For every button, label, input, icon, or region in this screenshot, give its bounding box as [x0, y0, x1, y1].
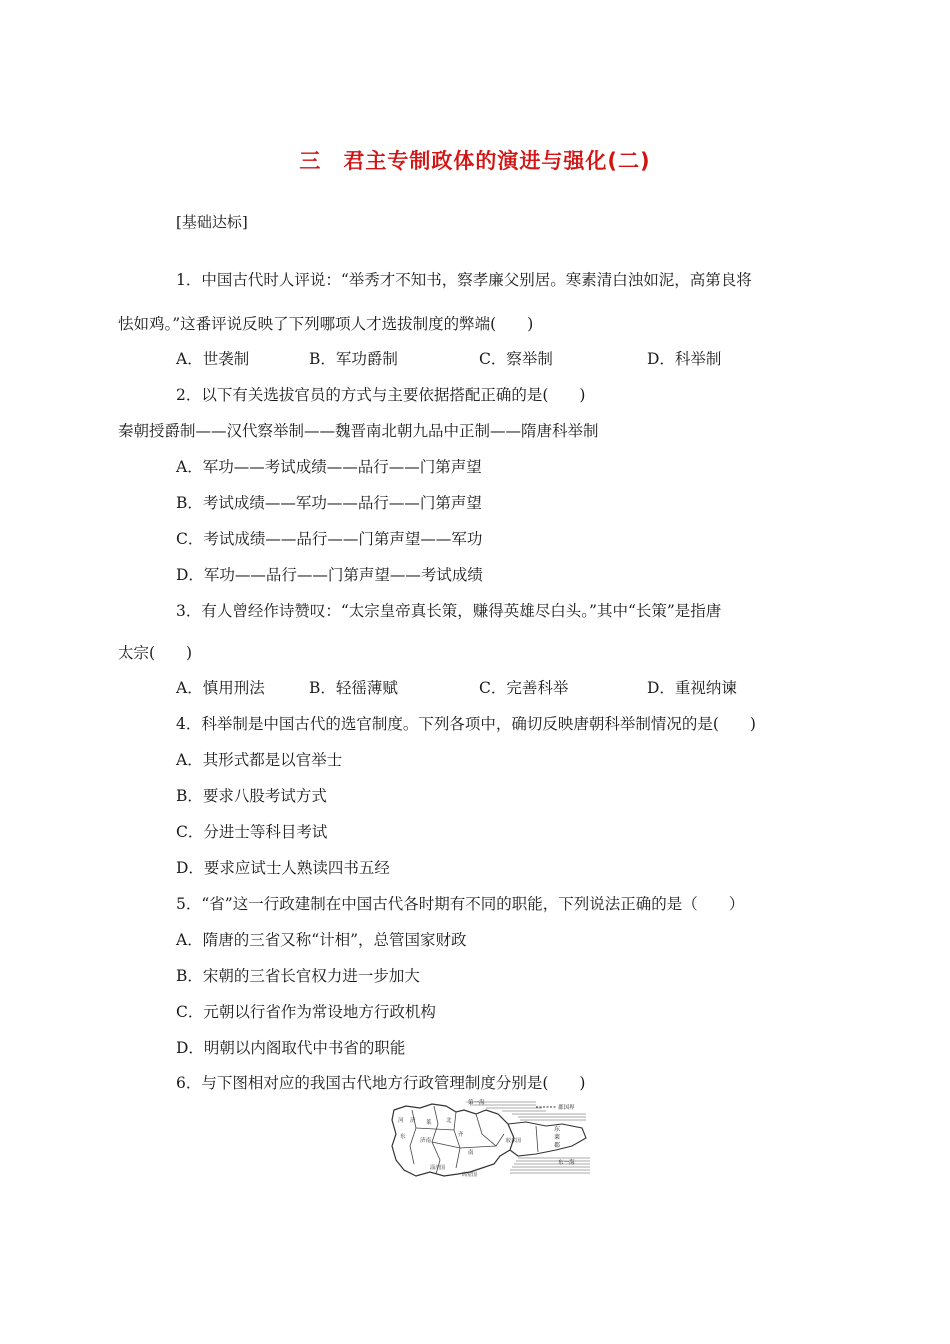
map-label-first-sea: 第一海 — [468, 1100, 485, 1106]
map-coastline — [392, 1104, 514, 1176]
q3-option-d[interactable]: D．重视纳谏 — [647, 679, 737, 697]
q2-option-b[interactable]: B．考试成绩——军功——品行——门第声望 — [176, 494, 482, 512]
q3-stem-line2: 太宗( ) — [118, 644, 193, 662]
map-label-east-sea: 东一海 — [558, 1160, 575, 1166]
map-label-east: 东 — [554, 1126, 561, 1133]
q2-stem: 2．以下有关选拔官员的方式与主要依据搭配正确的是( ) — [176, 386, 586, 404]
q4-option-c[interactable]: C．分进士等科目考试 — [176, 823, 328, 841]
map-label-zichuan: 淄川国 — [430, 1165, 446, 1171]
q5-option-b[interactable]: B．宋朝的三省长官权力进一步加大 — [176, 967, 420, 985]
section-label: [基础达标] — [176, 213, 248, 231]
map-inner-border-6 — [476, 1114, 504, 1146]
q1-option-c[interactable]: C．察举制 — [479, 350, 553, 368]
map-label-commandery-boundary: 郡国界 — [558, 1105, 575, 1111]
q2-option-a[interactable]: A．军功——考试成绩——品行——门第声望 — [176, 458, 482, 476]
q1-option-b[interactable]: B．军功爵制 — [309, 350, 398, 368]
map-label-qi: 齐 — [458, 1132, 464, 1138]
map-svg — [386, 1098, 592, 1182]
q1-option-a[interactable]: A．世袭制 — [176, 350, 250, 368]
q4-option-b[interactable]: B．要求八股考试方式 — [176, 787, 327, 805]
map-inner-border-5 — [432, 1142, 496, 1148]
map-label-lai2: 莱 — [426, 1120, 432, 1126]
q3-option-c[interactable]: C．完善科举 — [479, 679, 569, 697]
map-inner-border-2 — [432, 1106, 440, 1174]
q4-option-d[interactable]: D．要求应试士人熟读四书五经 — [176, 859, 390, 877]
q3-option-a[interactable]: A．慎用刑法 — [176, 679, 265, 697]
historical-map-figure — [386, 1098, 592, 1182]
map-sea-hatching-bottom — [510, 1158, 590, 1173]
map-label-jinan: 济南 — [420, 1138, 432, 1144]
q5-option-c[interactable]: C．元朝以行省作为常设地方行政机构 — [176, 1003, 436, 1021]
q3-option-b[interactable]: B．轻徭薄赋 — [309, 679, 398, 697]
map-label-bei: 北 — [446, 1118, 452, 1124]
q1-stem-line2: 怯如鸡。”这番评说反映了下列哪项人才选拔制度的弊端( ) — [118, 315, 534, 333]
q4-option-a[interactable]: A．其形式都是以官举士 — [176, 751, 343, 769]
map-peninsula-border — [536, 1126, 538, 1152]
q2-sub: 秦朝授爵制——汉代察举制——魏晋南北朝九品中正制——隋唐科举制 — [118, 422, 599, 440]
map-label-ji: 济 — [410, 1118, 416, 1124]
q4-stem: 4．科举制是中国古代的选官制度。下列各项中，确切反映唐朝科举制情况的是( ) — [176, 715, 756, 733]
q5-option-a[interactable]: A．隋唐的三省又称“计相”，总管国家财政 — [176, 931, 467, 949]
map-label-jiaodong: 胶东国 — [506, 1138, 522, 1144]
map-label-dong: 东 — [400, 1134, 406, 1140]
q1-stem-line1: 1．中国古代时人评说：“举秀才不知书，察孝廉父别居。寒素清白浊如泥，高第良将 — [176, 271, 752, 289]
q5-option-d[interactable]: D．明朝以内阁取代中书省的职能 — [176, 1039, 406, 1057]
q1-option-d[interactable]: D．科举制 — [647, 350, 722, 368]
q2-option-c[interactable]: C．考试成绩——品行——门第声望——军功 — [176, 530, 483, 548]
map-inner-border-4 — [416, 1128, 454, 1130]
map-label-nan: 南 — [468, 1150, 474, 1156]
q5-stem: 5．“省”这一行政建制在中国古代各时期有不同的职能，下列说法正确的是（ ） — [176, 895, 745, 913]
q2-option-d[interactable]: D．军功——品行——门第声望——考试成绩 — [176, 566, 483, 584]
map-label-gaomi: 高密国 — [462, 1172, 478, 1178]
map-inner-border-3 — [454, 1112, 460, 1168]
map-label-he: 河 — [398, 1118, 404, 1124]
map-label-lai: 莱 — [554, 1134, 561, 1141]
map-label-jun: 郡 — [554, 1142, 561, 1149]
page-title: 三 君主专制政体的演进与强化(二) — [299, 149, 651, 173]
q6-stem: 6．与下图相对应的我国古代地方行政管理制度分别是( ) — [176, 1074, 586, 1092]
q3-stem-line1: 3．有人曾经作诗赞叹：“太宗皇帝真长策，赚得英雄尽白头。”其中“长策”是指唐 — [176, 602, 722, 620]
